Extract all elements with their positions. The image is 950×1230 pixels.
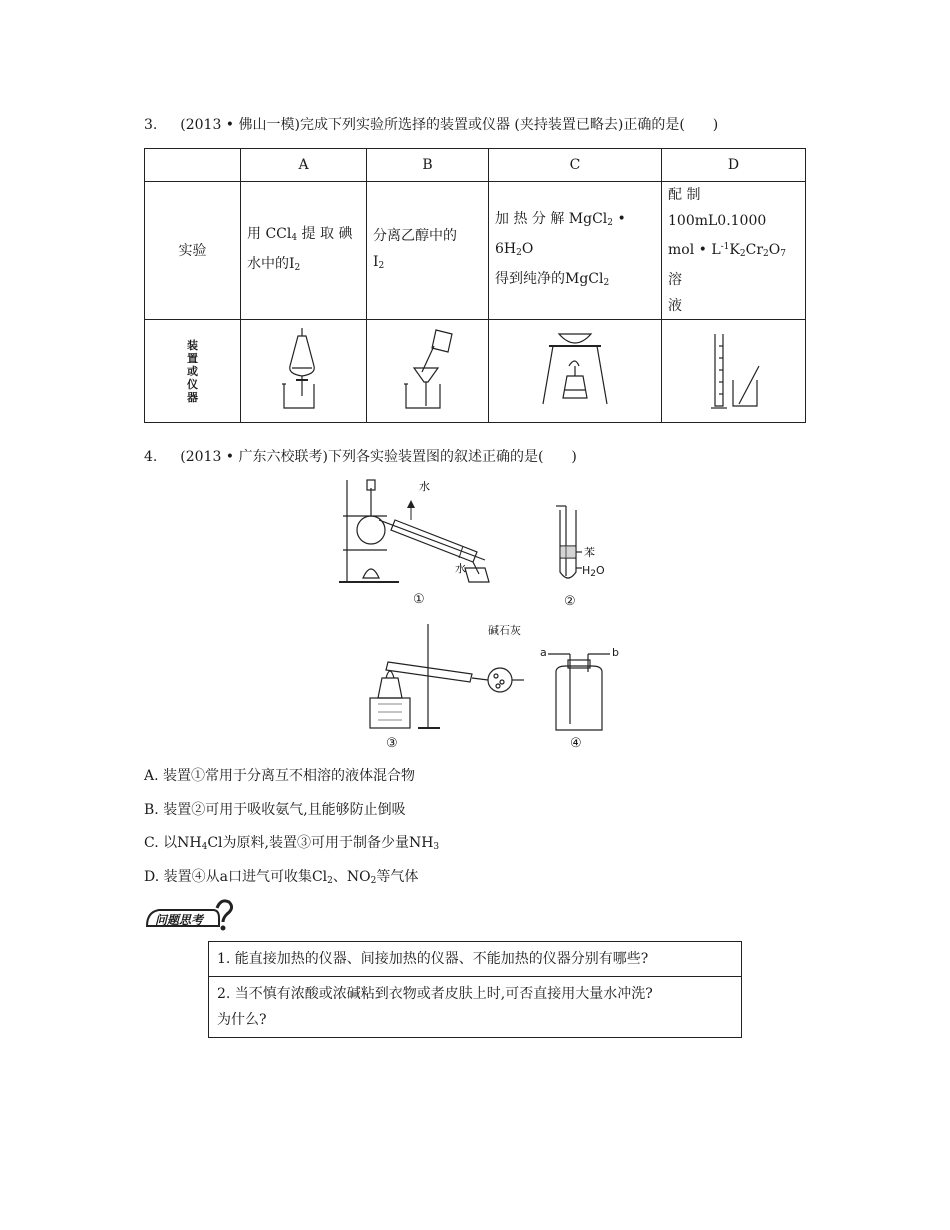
q3-exp-d: 配 制 100mL0.1000 mol • $L^{-1}K_2Cr_2O_7$ 溶 液: [662, 182, 806, 320]
fig2-label: ②: [564, 594, 576, 609]
fig3-label: ③: [386, 736, 398, 751]
q3-apparatus-b: [367, 320, 489, 423]
option-d: D. 装置④从a口进气可收集$Cl_2$、$NO_2$等气体: [144, 869, 419, 886]
figure-test-tube: [548, 502, 618, 609]
graduated-cylinder-icon: [699, 326, 769, 412]
filtration-funnel-icon: [398, 326, 458, 412]
q3-col-b: B: [367, 149, 489, 182]
q3-col-d: D: [662, 149, 806, 182]
option-b: B. 装置②可用于吸收氨气,且能够防止倒吸: [144, 802, 406, 818]
q3-experiment-row: [145, 182, 806, 320]
q3-exp-c: 加 热 分 解 MgCl$_2$ • $6H_2O$ 得到纯净的MgCl$_2$: [489, 182, 662, 320]
q4-stem-text: (2013 • 广东六校联考)下列各实验装置图的叙述正确的是( ): [180, 449, 577, 465]
water-inlet-label-top: 水: [419, 480, 430, 493]
q3-header-row: [145, 149, 806, 182]
q3-exp-a: 用 CCl$_4$ 提 取 碘 水中的$I_2$: [241, 182, 367, 320]
q3-number: 3.: [144, 117, 158, 133]
figure-distillation: [335, 474, 505, 607]
q3-exp-b: 分离乙醇中的 $I_2$: [367, 182, 489, 320]
q3-stem-text: (2013 • 佛山一模)完成下列实验所选择的装置或仪器 (夹持装置已略去)正确的是( ): [180, 117, 719, 133]
fig4-label: ④: [570, 736, 582, 751]
distillation-apparatus-icon: [335, 474, 505, 586]
thinking-table: [208, 941, 742, 1038]
q3-apparatus-c: [489, 320, 662, 423]
q3-experiment-label: 实验: [145, 182, 241, 320]
port-a-label: a: [540, 646, 547, 659]
q4-stem: [144, 446, 577, 466]
q3-apparatus-label-cell: [145, 320, 241, 423]
thinking-badge-text: 问题思考: [155, 913, 204, 927]
q3-apparatus-a: [241, 320, 367, 423]
q3-table: [144, 148, 806, 423]
benzene-label: 苯: [584, 546, 595, 559]
figure-gas-bottle: [540, 646, 620, 751]
option-c: C. 以$NH_4Cl$为原料,装置③可用于制备少量$NH_3$: [144, 835, 440, 852]
gas-washing-bottle-icon: [540, 646, 620, 732]
separatory-funnel-icon: [274, 326, 334, 412]
thinking-q1: 1. 能直接加热的仪器、间接加热的仪器、不能加热的仪器分别有哪些?: [209, 942, 742, 977]
water-label: $H_2O$: [582, 564, 605, 579]
thinking-row-1: [209, 942, 742, 977]
evaporating-dish-icon: [535, 326, 615, 412]
water-inlet-label-bottom: 水: [455, 562, 466, 575]
fig1-label: ①: [413, 592, 425, 607]
q3-apparatus-label: 装置或仪器: [187, 338, 198, 404]
option-a: A. 装置①常用于分离互不相溶的液体混合物: [144, 768, 416, 784]
q3-stem: [144, 114, 718, 134]
q3-apparatus-d: [662, 320, 806, 423]
q3-col-c: C: [489, 149, 662, 182]
figure-gas-generation: [362, 614, 532, 751]
q3-apparatus-row: [145, 320, 806, 423]
thinking-row-2: [209, 977, 742, 1038]
thinking-q2: 2. 当不慎有浓酸或浓碱粘到衣物或者皮肤上时,可否直接用大量水冲洗? 为什么?: [209, 977, 742, 1038]
thinking-badge: [143, 898, 233, 932]
q4-number: 4.: [144, 449, 158, 465]
q3-corner-cell: [145, 149, 241, 182]
port-b-label: b: [612, 646, 619, 659]
q3-col-a: A: [241, 149, 367, 182]
soda-lime-label: 碱石灰: [488, 624, 521, 637]
